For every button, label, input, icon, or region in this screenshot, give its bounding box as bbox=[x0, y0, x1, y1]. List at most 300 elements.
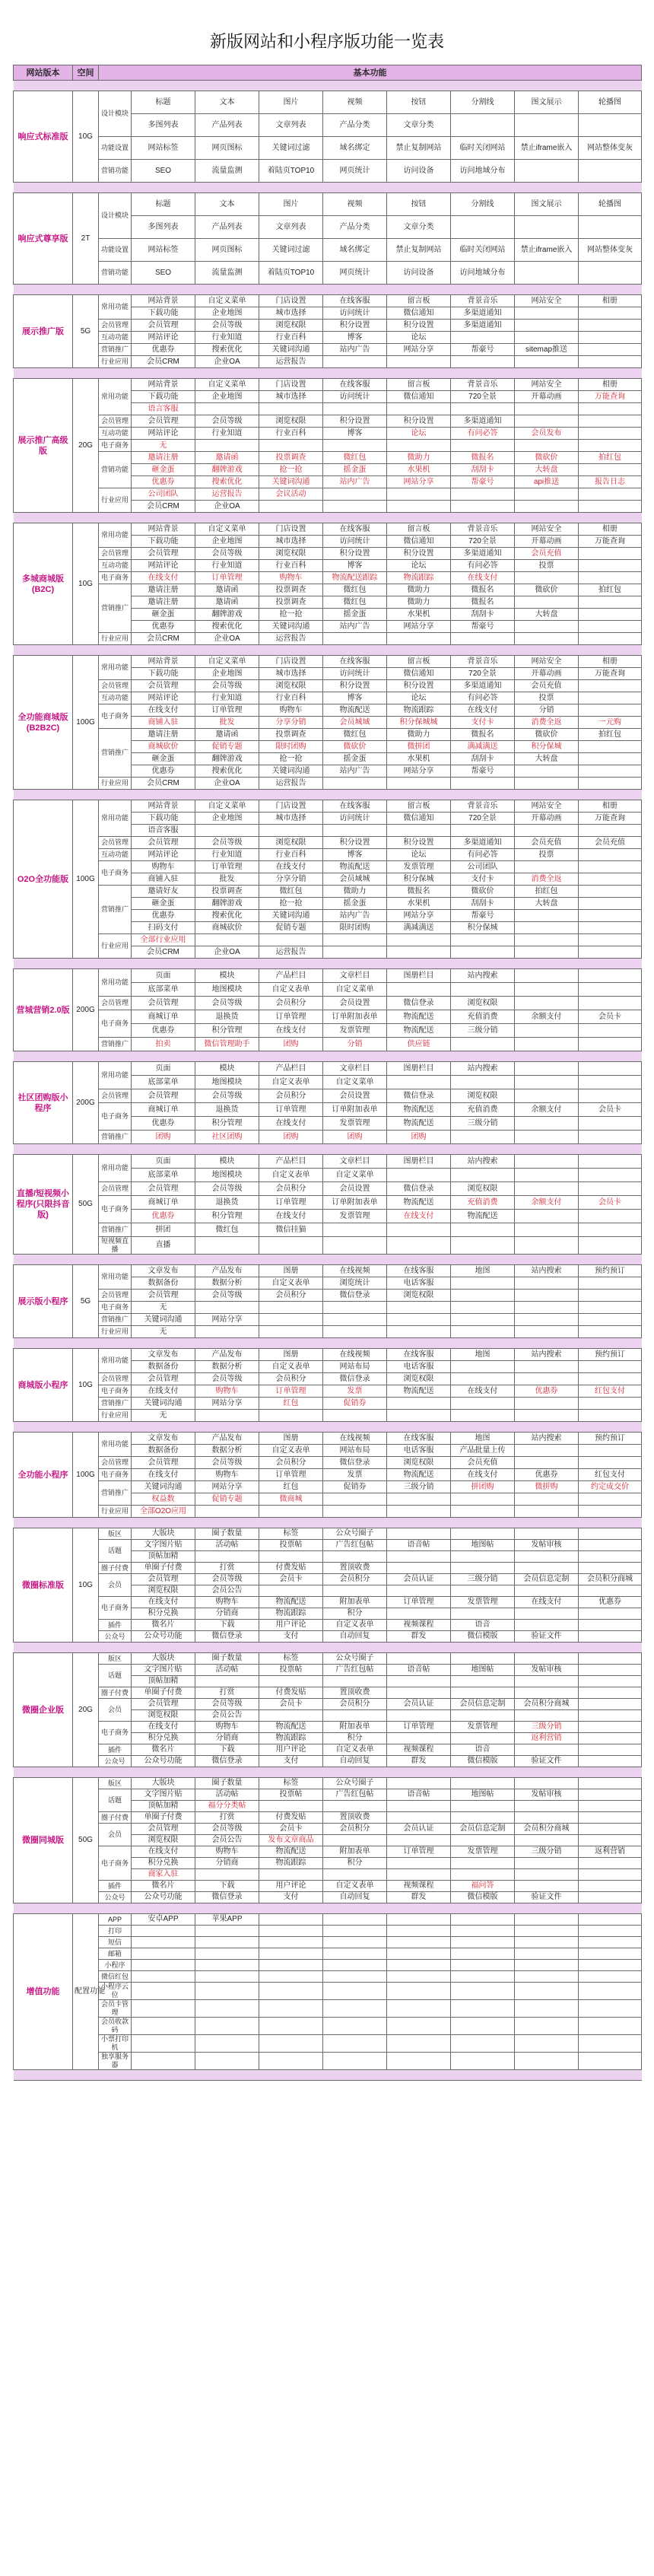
module-category: 常用功能 bbox=[99, 523, 132, 548]
feature-cell: 优惠券 bbox=[579, 1597, 642, 1608]
feature-cell: 浏览权限 bbox=[451, 997, 515, 1010]
feature-cell: 搜索优化 bbox=[195, 910, 259, 922]
feature-cell bbox=[387, 1812, 451, 1824]
feature-cell: 下载 bbox=[195, 1744, 259, 1756]
feature-cell bbox=[323, 1506, 387, 1518]
feature-cell: 微信登录 bbox=[323, 1373, 387, 1385]
feature-cell bbox=[579, 1869, 642, 1881]
feature-cell: 微助力 bbox=[387, 596, 451, 609]
feature-cell: SEO bbox=[132, 160, 195, 183]
feature-cell bbox=[451, 1653, 515, 1665]
feature-row bbox=[14, 729, 642, 741]
feature-cell: 订单管理 bbox=[259, 1469, 323, 1481]
feature-cell bbox=[579, 704, 642, 717]
module-category: 圈子付费 bbox=[99, 1687, 132, 1699]
feature-cell bbox=[515, 2035, 579, 2053]
plan-name: 商城版小程序 bbox=[14, 1349, 73, 1422]
feature-cell: 付费发贴 bbox=[259, 1687, 323, 1699]
feature-cell bbox=[579, 1506, 642, 1518]
feature-row bbox=[14, 1620, 642, 1631]
feature-row bbox=[14, 1433, 642, 1445]
plan-space: 配置功能 bbox=[73, 1914, 99, 2070]
feature-cell bbox=[579, 922, 642, 934]
divider-cell bbox=[14, 1051, 642, 1062]
feature-cell bbox=[323, 1493, 387, 1506]
feature-cell bbox=[259, 1960, 323, 1971]
divider-cell bbox=[14, 959, 642, 969]
feature-cell: 优惠券 bbox=[132, 344, 195, 356]
module-category: 营销推广 bbox=[99, 344, 132, 356]
module-category: 常用功能 bbox=[99, 800, 132, 837]
feature-cell bbox=[579, 415, 642, 428]
feature-cell: 浏览权限 bbox=[132, 1710, 195, 1722]
feature-cell: 投票调查 bbox=[195, 886, 259, 898]
feature-cell: 文字图片贴 bbox=[132, 1540, 195, 1551]
feature-cell: 订单管理 bbox=[195, 572, 259, 584]
feature-cell: 会员管理 bbox=[132, 1824, 195, 1835]
feature-cell: 站内广告 bbox=[323, 910, 387, 922]
feature-cell: 会员等级 bbox=[195, 1290, 259, 1302]
feature-cell bbox=[323, 934, 387, 946]
feature-cell bbox=[451, 778, 515, 790]
divider-cell bbox=[14, 285, 642, 295]
feature-cell bbox=[515, 1585, 579, 1597]
module-category: 功能设置 bbox=[99, 137, 132, 160]
feature-cell: 付费发贴 bbox=[259, 1563, 323, 1574]
feature-row bbox=[14, 1182, 642, 1196]
feature-cell: 在线支付 bbox=[451, 704, 515, 717]
feature-cell bbox=[579, 621, 642, 633]
feature-cell: 企业地图 bbox=[195, 307, 259, 320]
feature-cell: 轮播图 bbox=[579, 193, 642, 216]
feature-cell: 文本 bbox=[195, 91, 259, 114]
feature-cell: 电话客服 bbox=[387, 1361, 451, 1373]
feature-cell: 自定义表单 bbox=[323, 1881, 387, 1892]
module-category: 电子商务 bbox=[99, 1597, 132, 1620]
feature-cell: 文章列表 bbox=[259, 216, 323, 239]
feature-cell: 微报名 bbox=[451, 452, 515, 464]
feature-cell bbox=[515, 1551, 579, 1563]
feature-row bbox=[14, 1563, 642, 1574]
feature-row bbox=[14, 1528, 642, 1540]
feature-cell: 在线支付 bbox=[259, 861, 323, 873]
feature-row bbox=[14, 1196, 642, 1210]
feature-cell bbox=[387, 403, 451, 415]
feature-cell: 余额支付 bbox=[515, 1196, 579, 1210]
feature-cell: 帮豪号 bbox=[451, 476, 515, 488]
feature-cell bbox=[451, 1314, 515, 1326]
feature-cell bbox=[515, 1948, 579, 1960]
feature-cell: 发布文章商品 bbox=[259, 1835, 323, 1846]
feature-cell bbox=[387, 1326, 451, 1338]
feature-cell bbox=[323, 1801, 387, 1812]
feature-cell: 会员公告 bbox=[195, 1710, 259, 1722]
feature-row bbox=[14, 1265, 642, 1277]
feature-cell: 模块 bbox=[195, 1155, 259, 1169]
feature-cell: 着陆页TOP10 bbox=[259, 160, 323, 183]
feature-cell: 会员充值 bbox=[579, 837, 642, 849]
feature-cell bbox=[259, 1983, 323, 2000]
feature-cell: 下载功能 bbox=[132, 668, 195, 680]
feature-cell bbox=[515, 1314, 579, 1326]
feature-cell: 物流跟踪 bbox=[259, 1858, 323, 1869]
extra-row bbox=[14, 1948, 642, 1960]
feature-row bbox=[14, 1506, 642, 1518]
feature-cell: 刮刮卡 bbox=[451, 609, 515, 621]
feature-cell bbox=[323, 356, 387, 368]
feature-cell bbox=[451, 356, 515, 368]
feature-cell: 搜索优化 bbox=[195, 344, 259, 356]
feature-cell: 在线客服 bbox=[323, 523, 387, 536]
feature-cell: 关键词过滤 bbox=[259, 239, 323, 262]
feature-cell: 批发 bbox=[195, 873, 259, 886]
feature-cell bbox=[451, 1277, 515, 1290]
feature-cell: 帮豪号 bbox=[451, 910, 515, 922]
feature-cell: 站内搜索 bbox=[515, 1349, 579, 1361]
feature-cell bbox=[387, 1687, 451, 1699]
feature-cell: 物流配送 bbox=[323, 704, 387, 717]
feature-cell bbox=[323, 2018, 387, 2035]
feature-cell bbox=[451, 1361, 515, 1373]
feature-cell bbox=[323, 1237, 387, 1255]
feature-cell bbox=[387, 1971, 451, 1983]
feature-row bbox=[14, 800, 642, 813]
feature-cell bbox=[579, 1983, 642, 2000]
feature-cell bbox=[579, 1858, 642, 1869]
feature-cell: 会员等级 bbox=[195, 548, 259, 560]
feature-cell bbox=[451, 2053, 515, 2070]
feature-cell: 打赏 bbox=[195, 1563, 259, 1574]
feature-cell: 抢一抢 bbox=[259, 753, 323, 765]
section-divider bbox=[14, 1518, 642, 1528]
divider-cell bbox=[14, 1338, 642, 1349]
feature-cell bbox=[579, 1457, 642, 1469]
feature-cell: 图片 bbox=[259, 193, 323, 216]
feature-cell: 促销专题 bbox=[195, 741, 259, 753]
module-category: 营销推广 bbox=[99, 1398, 132, 1410]
feature-cell bbox=[579, 1699, 642, 1710]
section-divider bbox=[14, 1643, 642, 1653]
feature-cell: 自定义菜单 bbox=[323, 1169, 387, 1182]
feature-cell: 订单管理 bbox=[387, 1722, 451, 1733]
feature-cell: 分销 bbox=[323, 1038, 387, 1051]
feature-cell: 发票管理 bbox=[323, 1024, 387, 1038]
feature-row bbox=[14, 452, 642, 464]
feature-cell bbox=[387, 488, 451, 501]
feature-cell: 域名绑定 bbox=[323, 137, 387, 160]
feature-cell bbox=[579, 825, 642, 837]
plan-space: 10G bbox=[73, 91, 99, 183]
feature-cell: 相册 bbox=[579, 379, 642, 391]
feature-cell bbox=[451, 1076, 515, 1089]
feature-cell: 会员等级 bbox=[195, 997, 259, 1010]
extra-category: 小程序云位 bbox=[99, 1983, 132, 2000]
feature-cell: 网站安全 bbox=[515, 800, 579, 813]
module-category: 功能设置 bbox=[99, 239, 132, 262]
feature-cell bbox=[579, 1302, 642, 1314]
feature-cell: 分销商 bbox=[195, 1733, 259, 1744]
feature-cell bbox=[387, 946, 451, 959]
feature-cell: 邀请函 bbox=[195, 729, 259, 741]
feature-cell bbox=[387, 934, 451, 946]
feature-cell bbox=[451, 403, 515, 415]
feature-row bbox=[14, 1237, 642, 1255]
feature-cell: 会员积分商城 bbox=[579, 1574, 642, 1585]
feature-cell: 站内搜索 bbox=[451, 969, 515, 983]
feature-cell: 搜索优化 bbox=[195, 621, 259, 633]
feature-cell: 电话客服 bbox=[387, 1445, 451, 1457]
feature-cell: 着陆页TOP10 bbox=[259, 262, 323, 285]
feature-cell bbox=[387, 1563, 451, 1574]
feature-cell: 720全景 bbox=[451, 813, 515, 825]
module-category: 互动功能 bbox=[99, 428, 132, 440]
module-category: 会员管理 bbox=[99, 548, 132, 560]
feature-cell: 微信登录 bbox=[195, 1892, 259, 1903]
feature-cell bbox=[387, 1801, 451, 1812]
feature-cell: 权益数 bbox=[132, 1493, 195, 1506]
feature-cell: 城市选择 bbox=[259, 536, 323, 548]
feature-cell bbox=[579, 1117, 642, 1131]
feature-cell: 720全景 bbox=[451, 668, 515, 680]
feature-cell: 微助力 bbox=[323, 886, 387, 898]
feature-cell: 多图列表 bbox=[132, 216, 195, 239]
feature-cell bbox=[451, 1290, 515, 1302]
feature-cell: 物流配送 bbox=[387, 1385, 451, 1398]
module-category: 行业应用 bbox=[99, 488, 132, 513]
feature-cell: 返利营销 bbox=[579, 1846, 642, 1858]
feature-cell: 商铺入驻 bbox=[132, 717, 195, 729]
feature-cell bbox=[195, 440, 259, 452]
feature-cell: 在线支付 bbox=[132, 1469, 195, 1481]
feature-cell bbox=[323, 488, 387, 501]
feature-cell: 验证文件 bbox=[515, 1756, 579, 1767]
feature-row bbox=[14, 415, 642, 428]
feature-cell: 会员积分 bbox=[259, 1290, 323, 1302]
feature-cell: 订单管理 bbox=[259, 1010, 323, 1024]
feature-cell: 会员CRM bbox=[132, 633, 195, 645]
feature-cell bbox=[132, 1983, 195, 2000]
feature-cell: 优惠券 bbox=[132, 1210, 195, 1223]
feature-cell bbox=[451, 1835, 515, 1846]
feature-cell bbox=[195, 2035, 259, 2053]
feature-cell bbox=[515, 1914, 579, 1926]
feature-cell: 优惠券 bbox=[132, 1117, 195, 1131]
extra-row bbox=[14, 1960, 642, 1971]
module-category: 公众号 bbox=[99, 1892, 132, 1903]
feature-cell: 满减满送 bbox=[387, 922, 451, 934]
feature-cell: 在线视频 bbox=[323, 1433, 387, 1445]
feature-cell bbox=[451, 983, 515, 997]
feature-cell: 文章发布 bbox=[132, 1349, 195, 1361]
feature-cell bbox=[195, 2000, 259, 2018]
feature-cell: 行业知道 bbox=[195, 428, 259, 440]
feature-cell: 退换货 bbox=[195, 1196, 259, 1210]
feature-cell: 在线支付 bbox=[259, 1210, 323, 1223]
feature-cell: 文章列表 bbox=[259, 114, 323, 137]
feature-cell: 大版块 bbox=[132, 1778, 195, 1789]
feature-row bbox=[14, 548, 642, 560]
feature-cell: 文字图片贴 bbox=[132, 1665, 195, 1676]
feature-cell bbox=[323, 946, 387, 959]
feature-cell: 访问地域分布 bbox=[451, 160, 515, 183]
feature-cell: 数据备份 bbox=[132, 1277, 195, 1290]
feature-cell bbox=[579, 1076, 642, 1089]
feature-cell bbox=[387, 983, 451, 997]
feature-cell: 摇金蛋 bbox=[323, 753, 387, 765]
module-category: 插件 bbox=[99, 1744, 132, 1756]
feature-cell: 会员积分 bbox=[323, 1574, 387, 1585]
module-category: 会员管理 bbox=[99, 1089, 132, 1103]
feature-cell: 浏览权限 bbox=[259, 415, 323, 428]
feature-cell bbox=[387, 2035, 451, 2053]
feature-cell: 流量监测 bbox=[195, 160, 259, 183]
feature-cell: 图册 bbox=[259, 1349, 323, 1361]
feature-cell bbox=[259, 1801, 323, 1812]
feature-cell bbox=[323, 1835, 387, 1846]
feature-cell: 会员信息定制 bbox=[451, 1824, 515, 1835]
feature-cell: 物流配送 bbox=[451, 1210, 515, 1223]
section-divider bbox=[14, 790, 642, 800]
feature-cell: 积分设置 bbox=[387, 548, 451, 560]
feature-cell bbox=[579, 633, 642, 645]
feature-cell: 打赏 bbox=[195, 1812, 259, 1824]
feature-cell: 会员积分 bbox=[259, 1089, 323, 1103]
feature-cell: 物流跟踪 bbox=[387, 704, 451, 717]
feature-cell: 城市选择 bbox=[259, 668, 323, 680]
feature-cell: 刮刮卡 bbox=[451, 753, 515, 765]
feature-cell: 摇金蛋 bbox=[323, 609, 387, 621]
feature-cell: 门店设置 bbox=[259, 800, 323, 813]
feature-cell: 标签 bbox=[259, 1528, 323, 1540]
feature-row bbox=[14, 1385, 642, 1398]
header-space: 空间 bbox=[73, 65, 99, 81]
feature-cell: 满减满送 bbox=[451, 741, 515, 753]
feature-cell bbox=[515, 2018, 579, 2035]
feature-cell bbox=[515, 1687, 579, 1699]
feature-cell bbox=[579, 1948, 642, 1960]
feature-cell: 会员卡 bbox=[259, 1824, 323, 1835]
feature-cell: 会员等级 bbox=[195, 320, 259, 332]
feature-cell bbox=[579, 1687, 642, 1699]
feature-cell: 分销商 bbox=[195, 1858, 259, 1869]
feature-cell: 企业地图 bbox=[195, 391, 259, 403]
feature-cell: 会员管理 bbox=[132, 548, 195, 560]
module-category: 短视频直播 bbox=[99, 1237, 132, 1255]
feature-cell: 论坛 bbox=[387, 332, 451, 344]
feature-cell: 地图模块 bbox=[195, 983, 259, 997]
feature-cell bbox=[451, 1801, 515, 1812]
section-divider bbox=[14, 513, 642, 523]
feature-cell: 优惠券 bbox=[132, 765, 195, 778]
feature-cell: 抢一抢 bbox=[259, 464, 323, 476]
feature-cell: 订单附加表单 bbox=[323, 1196, 387, 1210]
feature-cell: 促销专题 bbox=[195, 1493, 259, 1506]
feature-cell bbox=[515, 440, 579, 452]
feature-cell: 按钮 bbox=[387, 193, 451, 216]
feature-cell: sitemap推送 bbox=[515, 344, 579, 356]
feature-cell bbox=[515, 415, 579, 428]
feature-cell: 行业知道 bbox=[195, 849, 259, 861]
feature-cell: 促销券 bbox=[323, 1398, 387, 1410]
feature-cell: 数据分析 bbox=[195, 1277, 259, 1290]
feature-cell bbox=[195, 1237, 259, 1255]
feature-cell: 文字图片贴 bbox=[132, 1789, 195, 1801]
extra-category: 打印 bbox=[99, 1926, 132, 1937]
feature-cell: 会员等级 bbox=[195, 837, 259, 849]
feature-cell bbox=[579, 440, 642, 452]
feature-cell: 优惠券 bbox=[515, 1469, 579, 1481]
feature-cell bbox=[195, 1326, 259, 1338]
feature-cell: 视频课程 bbox=[387, 1744, 451, 1756]
feature-cell bbox=[323, 1223, 387, 1237]
feature-cell bbox=[451, 1971, 515, 1983]
feature-cell: 关键词沟通 bbox=[259, 621, 323, 633]
module-category: 常用功能 bbox=[99, 969, 132, 997]
feature-cell bbox=[259, 1676, 323, 1687]
feature-cell: 会员认证 bbox=[387, 1699, 451, 1710]
feature-cell bbox=[579, 2000, 642, 2018]
feature-cell bbox=[515, 1155, 579, 1169]
feature-cell: 会员卡 bbox=[579, 1010, 642, 1024]
feature-cell: 充值消费 bbox=[451, 1103, 515, 1117]
feature-cell: 分销 bbox=[515, 704, 579, 717]
section-divider bbox=[14, 2070, 642, 2081]
feature-cell: 在线支付 bbox=[387, 1210, 451, 1223]
feature-cell: 积分兑换 bbox=[132, 1733, 195, 1744]
module-category: 圈子付费 bbox=[99, 1563, 132, 1574]
feature-cell: 微砍价 bbox=[515, 729, 579, 741]
feature-row bbox=[14, 1155, 642, 1169]
divider-cell bbox=[14, 81, 642, 91]
feature-cell: 企业地图 bbox=[195, 536, 259, 548]
feature-cell: 网站分享 bbox=[387, 765, 451, 778]
feature-cell bbox=[579, 1608, 642, 1620]
feature-cell: 全部O2O应用 bbox=[132, 1506, 195, 1518]
feature-row bbox=[14, 680, 642, 692]
feature-row bbox=[14, 1038, 642, 1051]
feature-cell: 720全景 bbox=[451, 391, 515, 403]
feature-cell: 砸金蛋 bbox=[132, 464, 195, 476]
feature-cell bbox=[515, 1038, 579, 1051]
feature-cell bbox=[515, 1676, 579, 1687]
feature-cell: 浏览权限 bbox=[387, 1290, 451, 1302]
plan-space: 50G bbox=[73, 1778, 99, 1903]
feature-cell: 苹果APP bbox=[195, 1914, 259, 1926]
feature-cell bbox=[451, 1563, 515, 1574]
feature-cell: 论坛 bbox=[387, 849, 451, 861]
feature-cell bbox=[515, 307, 579, 320]
feature-cell: 购物车 bbox=[195, 1597, 259, 1608]
feature-cell bbox=[323, 2053, 387, 2070]
feature-cell: 支付 bbox=[259, 1756, 323, 1767]
feature-cell: 公司团队 bbox=[132, 488, 195, 501]
feature-cell: 站内搜索 bbox=[515, 1433, 579, 1445]
feature-cell: 浏览权限 bbox=[132, 1585, 195, 1597]
module-category: 行业应用 bbox=[99, 778, 132, 790]
feature-cell: 拍红包 bbox=[515, 886, 579, 898]
feature-cell: 站内广告 bbox=[323, 344, 387, 356]
feature-cell: 文章栏目 bbox=[323, 1155, 387, 1169]
feature-cell: 积分保城 bbox=[451, 922, 515, 934]
plan-space: 200G bbox=[73, 1062, 99, 1144]
feature-cell: 访问设备 bbox=[387, 160, 451, 183]
module-category: 版区 bbox=[99, 1528, 132, 1540]
feature-cell: 语音 bbox=[451, 1744, 515, 1756]
feature-cell: 自定义表单 bbox=[259, 1445, 323, 1457]
feature-cell: 微红包 bbox=[323, 596, 387, 609]
feature-cell: 企业OA bbox=[195, 778, 259, 790]
feature-cell: 购物车 bbox=[195, 1722, 259, 1733]
